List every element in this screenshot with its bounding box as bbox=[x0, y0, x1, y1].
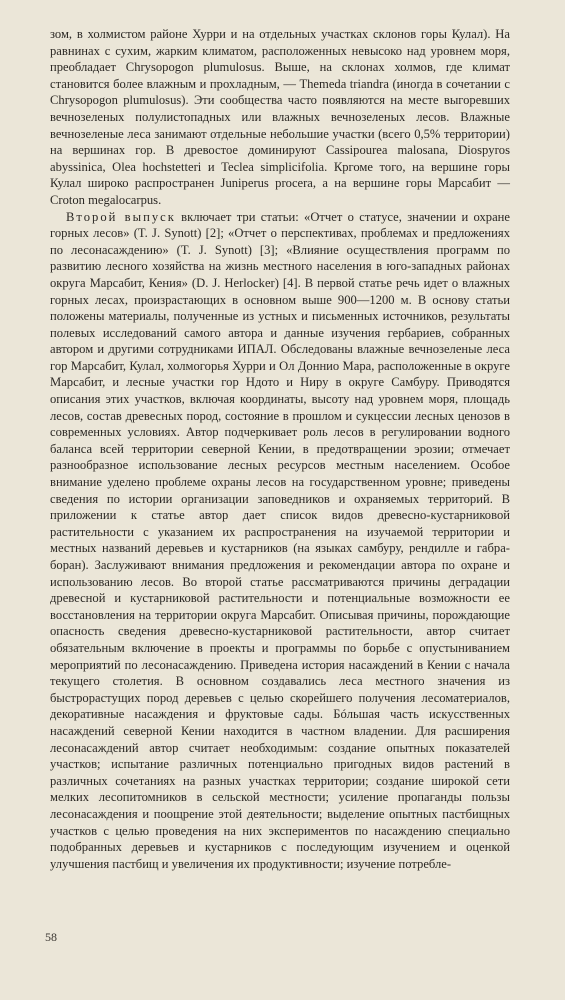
page-number: 58 bbox=[45, 930, 57, 944]
paragraph-2 bbox=[50, 209, 510, 873]
paragraph-2-lead: Второй выпуск bbox=[66, 209, 176, 224]
paragraph-2-text: включает три статьи: «Отчет о статусе, значении и охране горных лесов» (T. J. Synott) [2]; «Отчет о перспективах, проблемах и предложениях по лесонасаждению» (T. J. Synott) [3]; «Влияние осуществления программ по развитию лесного хозяйства на жизнь местного населения в юго-западных районах округа Марсабит, Кения» (D. J. Herlocker) [4]. В первой статье речь идет о влажных горных лесах, произрастающих в основном выше 900—1200 м. В основу статьи положены материалы, полученные из устных и письменных источников, результаты полевых исследований самого автора и данные изучения гербариев, собранных автором и другими сотрудниками ИПАЛ. Обследованы влажные вечнозеленые леса гор Марсабит, Кулал, холмогорья Хурри и Ол Доннио Мара, расположенные в округе Марсабит, и лесные участки гор Ндото и Ниру в округе Самбуру. Приводятся описания этих участков, включая координаты, высоту над уровнем моря, площадь лесов, состав древесных пород, состояние в прошлом и сукцессии лесных ценозов в современных условиях. Автор подчеркивает роль лесов в регулировании водного баланса всей территории северной Кении, в предотвращении эрозии; отмечает разнообразное использование лесных ресурсов местным населением. Особое внимание уделено проблеме охраны лесов на государственном уровне; приведены сведения по истории организации заповедников и охраняемых территорий. В приложении к статье автор дает список видов древесно-кустарниковой растительности с указанием их распространения на изучаемой территории и местных названий деревьев и кустарников (на языках самбуру, рендилле и габра-боран). Заслуживают внимания предложения и рекомендации автора по охране и использованию лесов. Во второй статье рассматриваются причины деградации древесной и кустарниковой растительности и потенциальные возможности ее восстановления на территории округа Марсабит. Описывая причины, порождающие опасность сведения древесно-кустарниковой растительности, автор считает обязательным включение в проекты и программы по борьбе с опустыниванием мероприятий по лесонасаждению. Приведена история насаждений в Кении с начала текущего столетия. В основном создавались леса местного значения из быстрорастущих пород деревьев с целью скорейшего получения лесоматериалов, декоративные насаждения и фруктовые сады. Бóльшая часть искусственных насаждений северной Кении находится в частном владении. Для расширения лесонасаждений автор считает необходимым: создание опытных показателей участков; испытание различных потенциально пригодных видов растений в различных сочетаниях на разных участках территории; создание широкой сети мелких лесопитомников в сельской местности; усиление пропаганды пользы лесонасаждения и поощрение этой деятельности; выделение опытных пастбищных участков с целью проведения на них экспериментов по насаждению специально подобранных деревьев и кустарников с последующим изучением и оценкой улучшения пастбищ и увеличения их продуктивности; изучение потребле- bbox=[50, 209, 510, 871]
paragraph-1: зом, в холмистом районе Хурри и на отдельных участках склонов горы Кулал). На равнинах с сухим, жарким климатом, расположенных невысоко над уровнем моря, преобладает Chrysopogon plumulosus. Выше, на склонах холмов, где климат становится более влажным и прохладным, — Themeda triandra (иногда в сочетании с Chrysopogon plumulosus). Эти сообщества часто появляются на месте выгоревших вечнозеленых полулистопадных или влажных вечнозеленых лесов. Влажные вечнозеленые леса занимают отдельные небольшие участки (всего 0,5% территории) на вершинах гор. В древостое доминируют Cassipourea malosana, Diospyros abyssinica, Olea hochstetteri и Teclea simplicifolia. Кргоме того, на вершине горы Кулал широко распространен Juniperus procera, а на вершине горы Марсабит — Croton megalocarpus. bbox=[50, 27, 510, 207]
body-text bbox=[50, 26, 510, 872]
